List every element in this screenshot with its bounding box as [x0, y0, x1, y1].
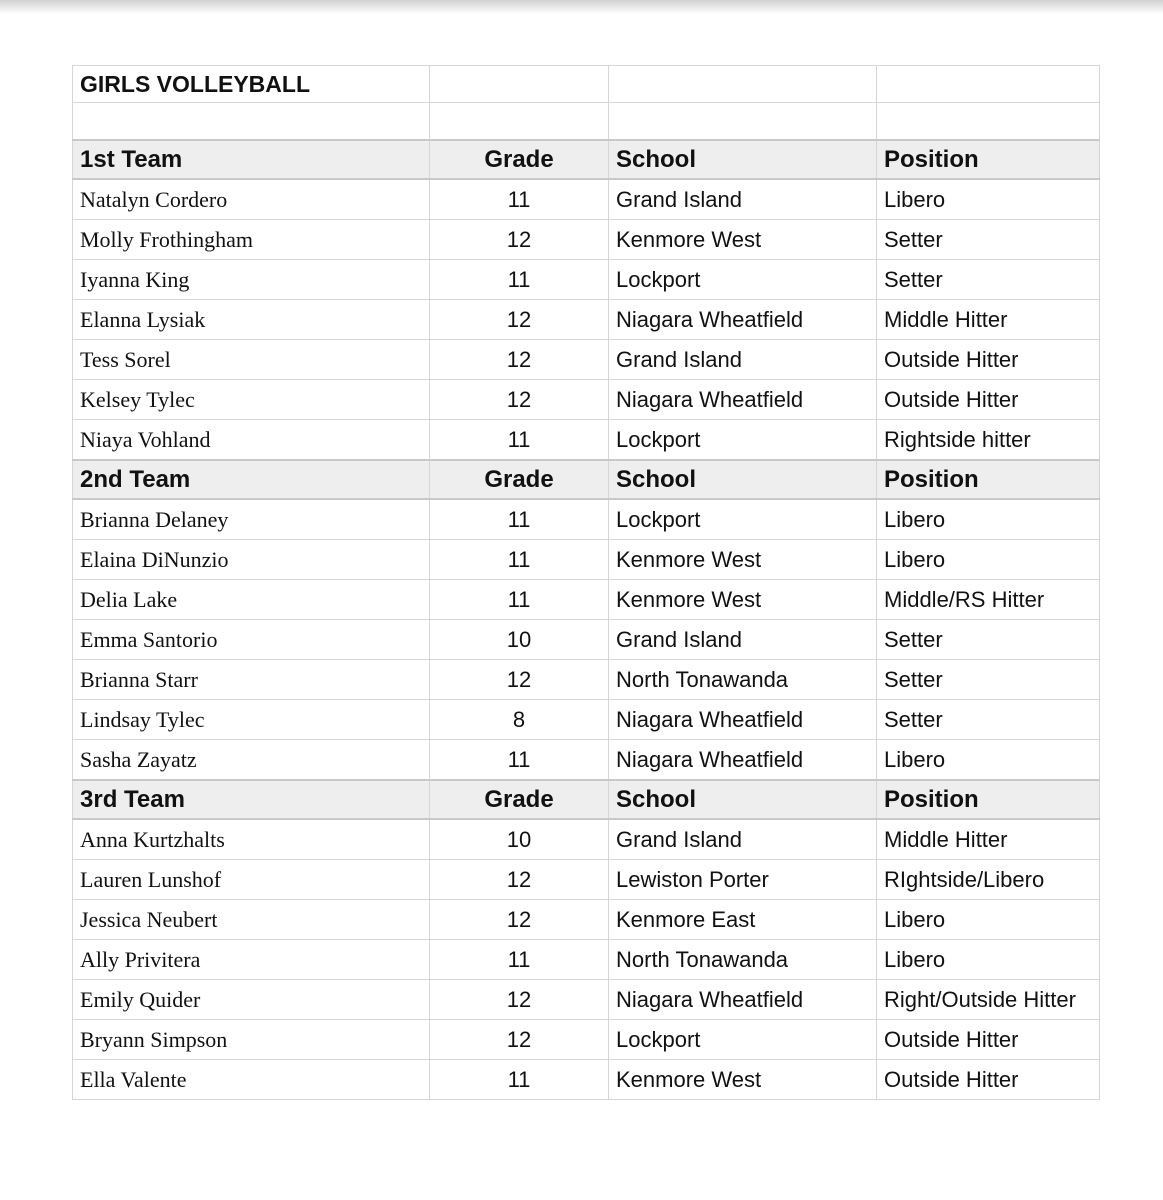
player-grade: 12 — [430, 300, 609, 340]
team-label: 2nd Team — [73, 460, 430, 499]
player-name: Tess Sorel — [73, 340, 430, 380]
player-row — [73, 499, 1100, 540]
position-header: Position — [877, 140, 1100, 179]
player-position: Outside Hitter — [877, 1060, 1100, 1100]
grade-header: Grade — [430, 140, 609, 179]
player-name: Lindsay Tylec — [73, 700, 430, 740]
empty-cell — [430, 66, 609, 103]
player-position: Middle Hitter — [877, 300, 1100, 340]
player-school: Niagara Wheatfield — [609, 300, 877, 340]
position-header: Position — [877, 780, 1100, 819]
player-grade: 12 — [430, 220, 609, 260]
player-position: Rightside hitter — [877, 420, 1100, 461]
player-position: Middle/RS Hitter — [877, 580, 1100, 620]
player-school: Kenmore West — [609, 1060, 877, 1100]
player-position: Setter — [877, 660, 1100, 700]
player-position: Libero — [877, 940, 1100, 980]
player-school: Lockport — [609, 499, 877, 540]
player-name: Bryann Simpson — [73, 1020, 430, 1060]
player-school: Lockport — [609, 1020, 877, 1060]
player-school: Grand Island — [609, 340, 877, 380]
top-shadow — [0, 0, 1163, 14]
player-name: Brianna Starr — [73, 660, 430, 700]
player-row — [73, 900, 1100, 940]
player-row — [73, 740, 1100, 781]
player-school: Niagara Wheatfield — [609, 740, 877, 781]
player-name: Emily Quider — [73, 980, 430, 1020]
team-header-row — [73, 140, 1100, 179]
player-row — [73, 179, 1100, 220]
player-row — [73, 220, 1100, 260]
player-name: Anna Kurtzhalts — [73, 819, 430, 860]
player-name: Emma Santorio — [73, 620, 430, 660]
player-grade: 12 — [430, 1020, 609, 1060]
player-name: Lauren Lunshof — [73, 860, 430, 900]
player-school: Grand Island — [609, 819, 877, 860]
player-school: Grand Island — [609, 620, 877, 660]
player-grade: 11 — [430, 580, 609, 620]
player-grade: 10 — [430, 620, 609, 660]
team-header-row — [73, 780, 1100, 819]
player-row — [73, 260, 1100, 300]
player-name: Molly Frothingham — [73, 220, 430, 260]
player-school: Grand Island — [609, 179, 877, 220]
team-label: 3rd Team — [73, 780, 430, 819]
player-grade: 11 — [430, 940, 609, 980]
player-name: Kelsey Tylec — [73, 380, 430, 420]
player-school: Kenmore West — [609, 540, 877, 580]
player-name: Ally Privitera — [73, 940, 430, 980]
player-school: Niagara Wheatfield — [609, 700, 877, 740]
player-position: Right/Outside Hitter — [877, 980, 1100, 1020]
player-position: Middle Hitter — [877, 819, 1100, 860]
player-grade: 12 — [430, 340, 609, 380]
empty-cell — [877, 66, 1100, 103]
player-grade: 11 — [430, 260, 609, 300]
player-school: Lockport — [609, 260, 877, 300]
player-position: Outside Hitter — [877, 380, 1100, 420]
sheet-title: GIRLS VOLLEYBALL — [73, 66, 430, 103]
player-row — [73, 580, 1100, 620]
player-row — [73, 300, 1100, 340]
school-header: School — [609, 780, 877, 819]
player-grade: 10 — [430, 819, 609, 860]
player-grade: 12 — [430, 980, 609, 1020]
school-header: School — [609, 140, 877, 179]
player-school: North Tonawanda — [609, 940, 877, 980]
player-grade: 11 — [430, 499, 609, 540]
player-grade: 12 — [430, 380, 609, 420]
grade-header: Grade — [430, 460, 609, 499]
empty-cell — [877, 103, 1100, 141]
school-header: School — [609, 460, 877, 499]
player-grade: 8 — [430, 700, 609, 740]
player-name: Elanna Lysiak — [73, 300, 430, 340]
player-row — [73, 819, 1100, 860]
title-row — [73, 66, 1100, 103]
player-row — [73, 980, 1100, 1020]
player-row — [73, 1020, 1100, 1060]
player-row — [73, 940, 1100, 980]
player-row — [73, 700, 1100, 740]
player-position: Setter — [877, 620, 1100, 660]
player-name: Ella Valente — [73, 1060, 430, 1100]
player-position: Libero — [877, 540, 1100, 580]
player-school: Lockport — [609, 420, 877, 461]
empty-cell — [73, 103, 430, 141]
player-grade: 12 — [430, 900, 609, 940]
player-row — [73, 540, 1100, 580]
grade-header: Grade — [430, 780, 609, 819]
player-name: Sasha Zayatz — [73, 740, 430, 781]
player-school: North Tonawanda — [609, 660, 877, 700]
player-grade: 12 — [430, 660, 609, 700]
player-position: Outside Hitter — [877, 340, 1100, 380]
player-position: Outside Hitter — [877, 1020, 1100, 1060]
player-row — [73, 420, 1100, 461]
player-grade: 11 — [430, 740, 609, 781]
team-header-row — [73, 460, 1100, 499]
player-name: Niaya Vohland — [73, 420, 430, 461]
player-row — [73, 340, 1100, 380]
player-row — [73, 660, 1100, 700]
player-grade: 11 — [430, 1060, 609, 1100]
player-position: Setter — [877, 220, 1100, 260]
empty-cell — [609, 103, 877, 141]
player-school: Lewiston Porter — [609, 860, 877, 900]
player-name: Jessica Neubert — [73, 900, 430, 940]
player-position: Libero — [877, 900, 1100, 940]
volleyball-table — [72, 65, 1100, 1100]
player-row — [73, 1060, 1100, 1100]
empty-cell — [609, 66, 877, 103]
team-label: 1st Team — [73, 140, 430, 179]
player-school: Niagara Wheatfield — [609, 980, 877, 1020]
player-position: Setter — [877, 260, 1100, 300]
player-row — [73, 380, 1100, 420]
position-header: Position — [877, 460, 1100, 499]
player-school: Kenmore West — [609, 580, 877, 620]
player-name: Brianna Delaney — [73, 499, 430, 540]
player-row — [73, 620, 1100, 660]
player-school: Kenmore West — [609, 220, 877, 260]
empty-cell — [430, 103, 609, 141]
player-grade: 12 — [430, 860, 609, 900]
player-row — [73, 860, 1100, 900]
player-name: Iyanna King — [73, 260, 430, 300]
player-position: Libero — [877, 499, 1100, 540]
player-name: Elaina DiNunzio — [73, 540, 430, 580]
player-school: Niagara Wheatfield — [609, 380, 877, 420]
player-grade: 11 — [430, 540, 609, 580]
player-name: Delia Lake — [73, 580, 430, 620]
player-position: Libero — [877, 179, 1100, 220]
player-grade: 11 — [430, 420, 609, 461]
player-position: Libero — [877, 740, 1100, 781]
player-school: Kenmore East — [609, 900, 877, 940]
player-position: RIghtside/Libero — [877, 860, 1100, 900]
player-grade: 11 — [430, 179, 609, 220]
player-name: Natalyn Cordero — [73, 179, 430, 220]
player-position: Setter — [877, 700, 1100, 740]
blank-row — [73, 103, 1100, 141]
